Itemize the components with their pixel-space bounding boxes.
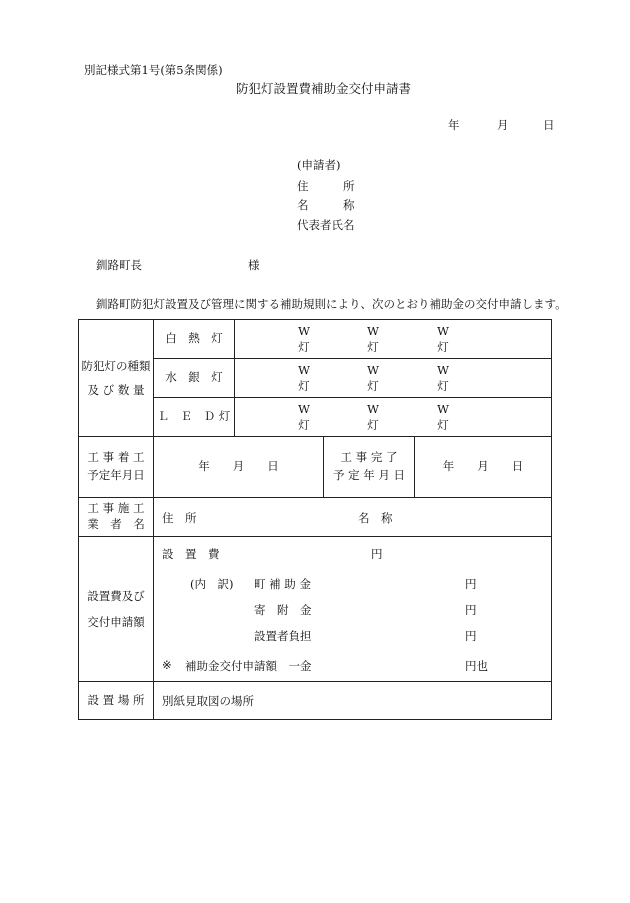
honorific: 様 (248, 258, 260, 272)
qty-stack: W 灯 (298, 363, 310, 393)
town-subsidy-label: 町 補 助 金 (254, 577, 311, 591)
setup-cost-yen: 円 (371, 547, 383, 561)
qty-stack: W 灯 (367, 402, 379, 432)
applicant-name-label: 名 称 (297, 198, 355, 212)
document-title: 防犯灯設置費補助金交付申請書 (236, 81, 412, 96)
donation-label: 寄 附 金 (254, 603, 312, 617)
date-year: 年 (448, 118, 460, 132)
types-label-line1: 防犯灯の種類 (81, 358, 151, 373)
setup-cost-label: 設 置 費 (162, 547, 220, 561)
start-date-field[interactable]: 年 月 日 (198, 459, 279, 474)
applicant-address-label: 住 所 (297, 179, 355, 193)
apply-amount-label: 補助金交付申請額 一金 (185, 659, 312, 673)
types-label (79, 320, 153, 436)
installer-share-label: 設置者負担 (254, 629, 312, 643)
contractor-label: 工 事 施 工 業 者 名 (87, 501, 145, 531)
qty-stack: W 灯 (437, 363, 449, 393)
type-led: Ｌ Ｅ Ｄ 灯 (157, 409, 231, 424)
donation-yen: 円 (465, 603, 477, 617)
types-label-line2: 及 び 数 量 (87, 383, 145, 397)
date-month: 月 (497, 118, 509, 132)
type-incandescent: 白 熱 灯 (165, 331, 223, 346)
qty-stack: W 灯 (298, 324, 310, 354)
form-number: 別記様式第1号(第5条関係) (84, 63, 223, 77)
end-date-field[interactable]: 年 月 日 (442, 459, 524, 474)
qty-stack: W 灯 (298, 402, 310, 432)
breakdown-label: (内 訳) (190, 577, 234, 591)
qty-stack: W 灯 (367, 363, 379, 393)
town-subsidy-yen: 円 (465, 577, 477, 591)
start-date-label: 工 事 着 工 予定年月日 (87, 450, 145, 482)
addressee: 釧路町長 (96, 258, 142, 272)
contractor-name-label: 名 称 (358, 511, 393, 525)
installer-share-yen: 円 (465, 629, 477, 643)
qty-stack: W 灯 (367, 324, 379, 354)
applicant-representative-label: 代表者氏名 (297, 218, 355, 232)
date-day: 日 (543, 118, 555, 132)
note-mark: ※ (162, 658, 172, 672)
cost-label: 設置費及び 交付申請額 (87, 588, 145, 629)
type-mercury: 水 銀 灯 (165, 370, 223, 385)
apply-amount-yen: 円也 (465, 659, 488, 673)
qty-stack: W 灯 (437, 402, 449, 432)
intro-text: 釧路町防犯灯設置及び管理に関する補助規則により、次のとおり補助金の交付申請します。 (96, 297, 567, 311)
location-label: 設 置 場 所 (87, 692, 145, 707)
end-date-label: 工 事 完 了 予 定 年 月 日 (332, 450, 406, 482)
qty-stack: W 灯 (437, 324, 449, 354)
contractor-address-label: 住 所 (162, 511, 197, 525)
applicant-label: (申請者) (297, 158, 341, 172)
location-value: 別紙見取図の場所 (162, 694, 254, 708)
